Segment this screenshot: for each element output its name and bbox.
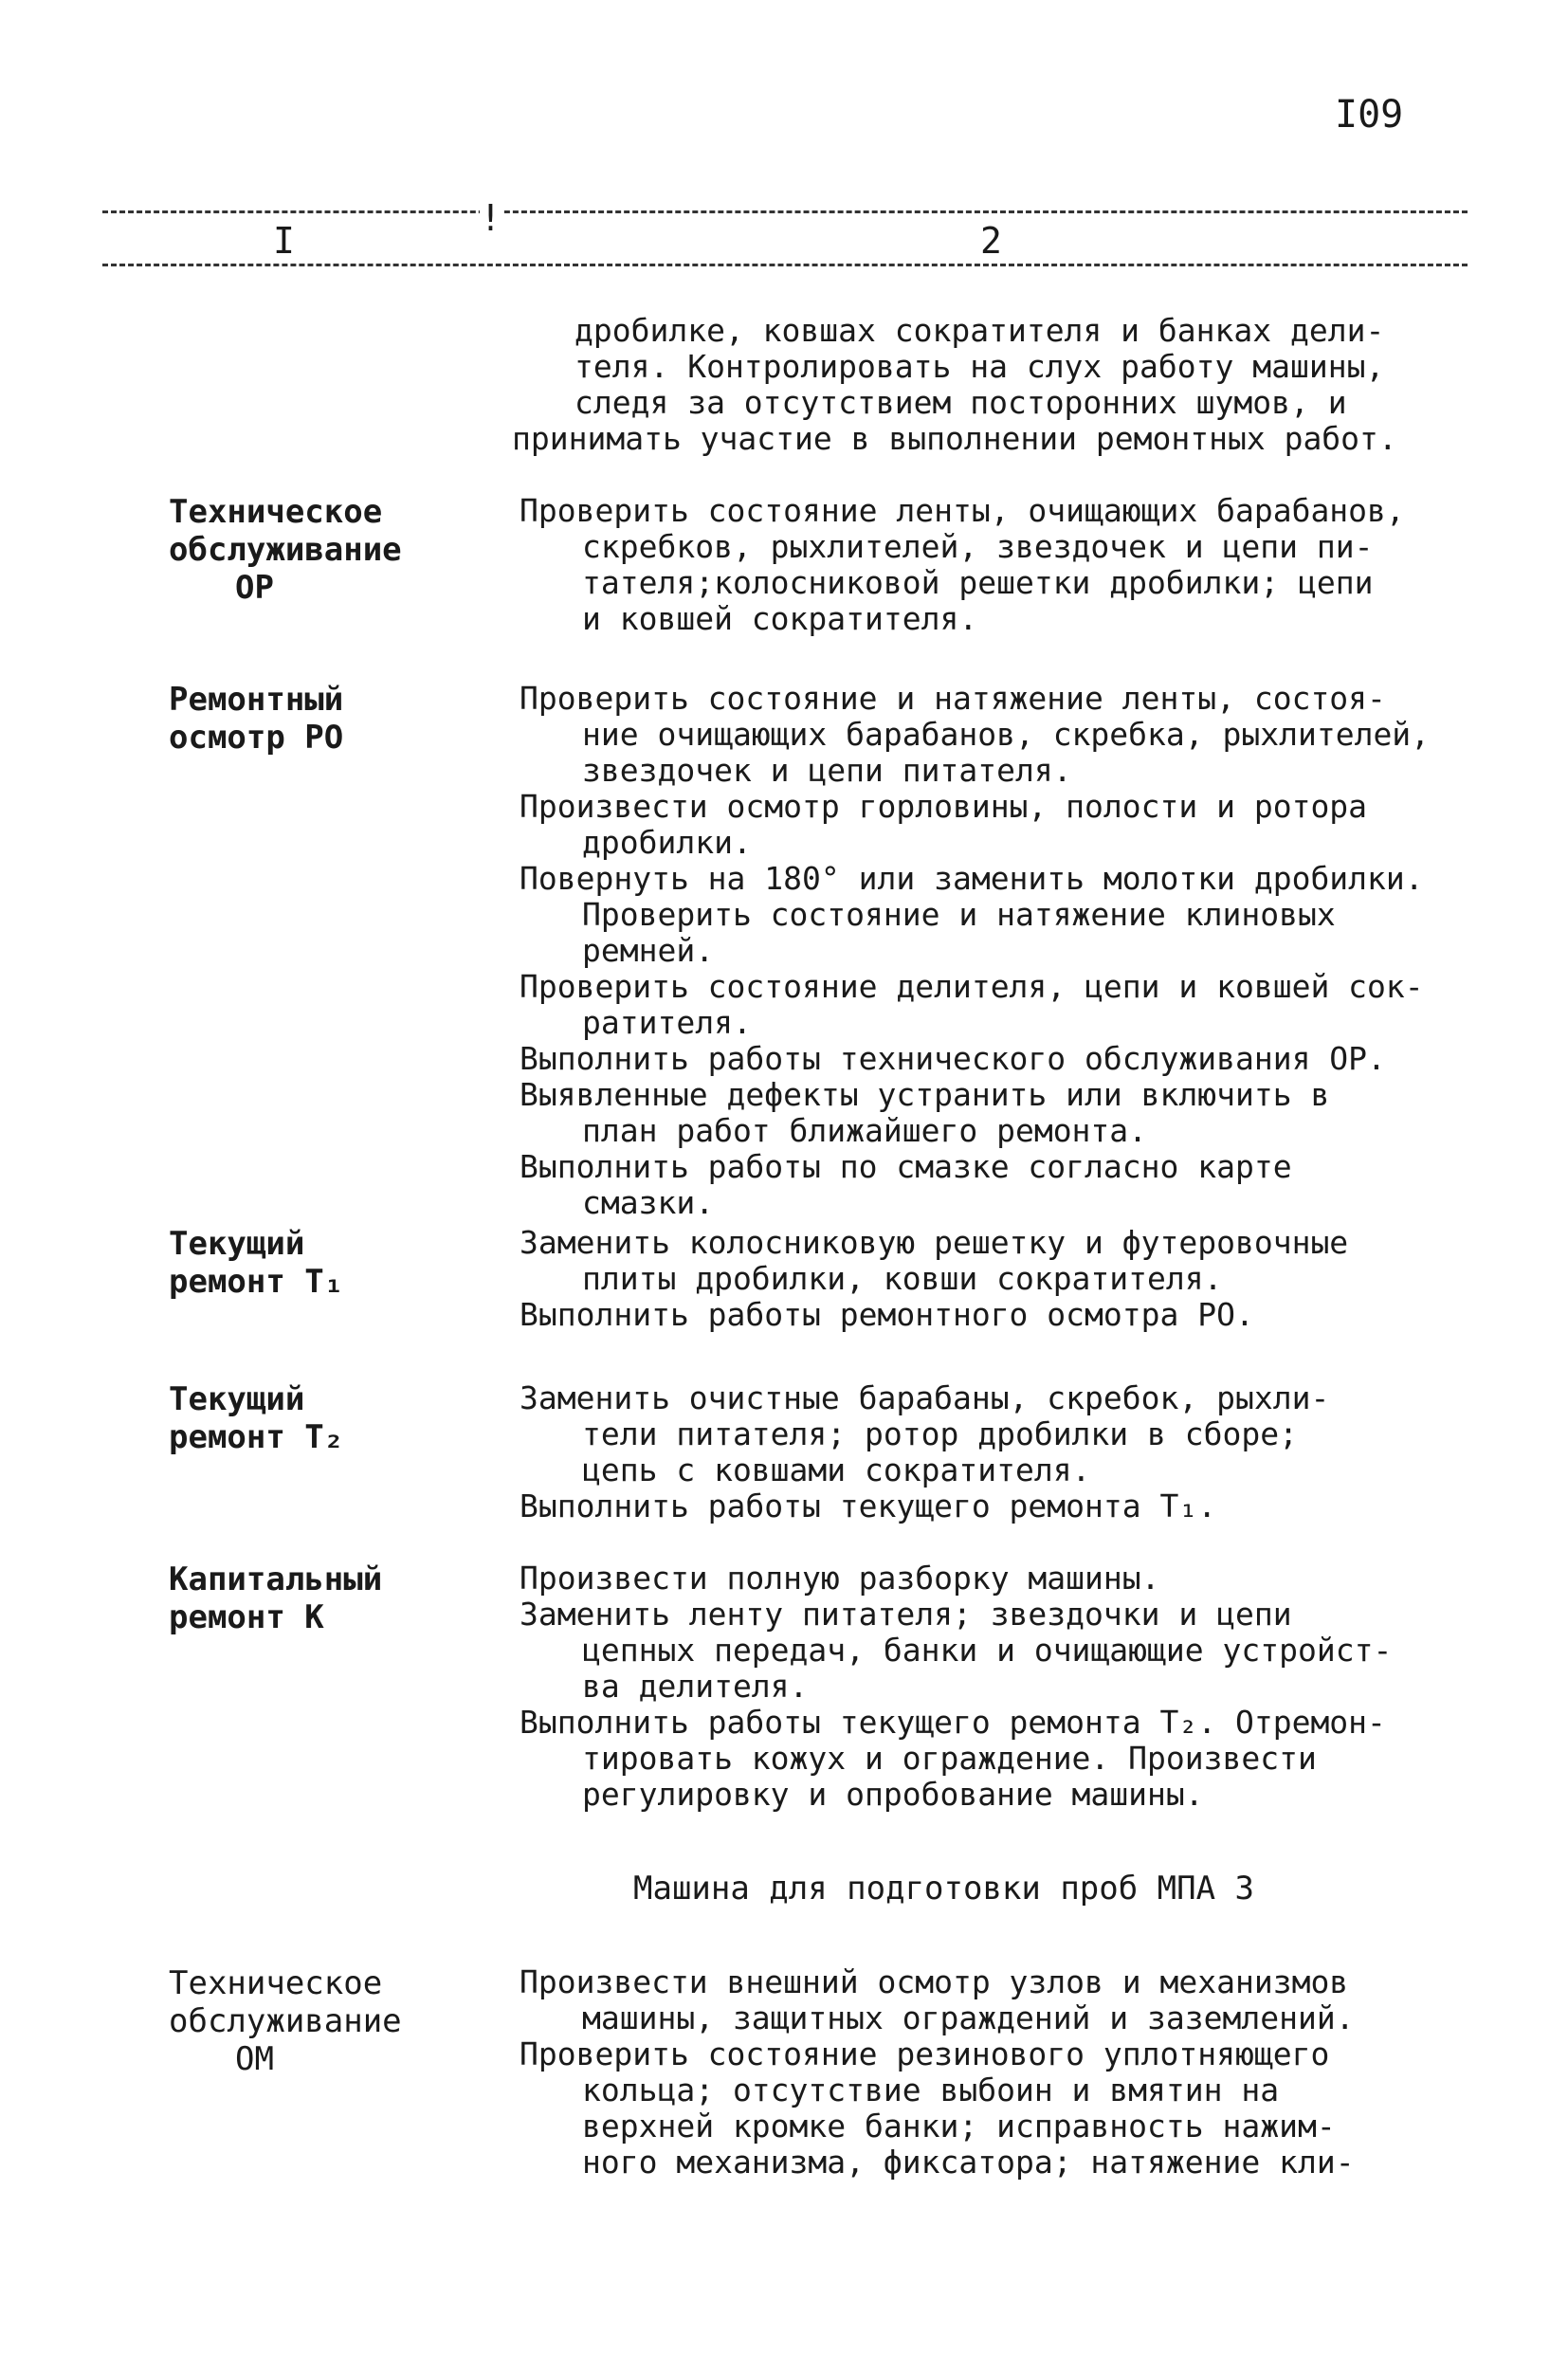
text-line: Заменить ленту питателя; звездочки и цепи (520, 1596, 1292, 1633)
text-line: звездочек и цепи питателя. (582, 752, 1072, 789)
text-line: теля. Контролировать на слух работу машины, (574, 348, 1385, 385)
block-label-to-om (169, 1964, 482, 2078)
block-label-ro (169, 681, 482, 757)
column-separator: ! (480, 197, 501, 239)
label-line: осмотр РО (169, 719, 344, 757)
label-line: Ремонтный (169, 681, 344, 719)
text-line: Выполнить работы по смазке согласно карте (520, 1148, 1292, 1185)
text-line: цепь с ковшами сократителя. (582, 1451, 1091, 1488)
block-body-t1 (520, 1225, 1477, 1333)
block-body-k (520, 1561, 1477, 1813)
table-header-bottom-rule (102, 264, 1468, 266)
block-body-t2 (520, 1380, 1477, 1524)
label-line: Текущий (169, 1380, 305, 1418)
text-line: Произвести внешний осмотр узлов и механизмов (520, 1963, 1349, 2000)
text-line: тели питателя; ротор дробилки в сборе; (582, 1415, 1298, 1452)
text-line: регулировку и опробование машины. (582, 1776, 1204, 1813)
table-header-top-rule (102, 210, 1468, 213)
label-line: обслуживание (169, 2002, 402, 2040)
text-line: ва делителя. (582, 1668, 809, 1705)
text-line: Выполнить работы технического обслуживания ОР. (520, 1040, 1386, 1077)
text-line: Выполнить работы ремонтного осмотра РО. (520, 1296, 1254, 1333)
label-line: Техническое (169, 493, 383, 531)
text-line: ратителя. (582, 1004, 752, 1041)
text-line: Произвести полную разборку машины. (520, 1560, 1160, 1597)
text-line: ние очищающих барабанов, скребка, рыхлителей, (582, 716, 1431, 753)
text-line: Проверить состояние и натяжение ленты, состоя- (520, 680, 1386, 717)
text-line: ремней. (582, 932, 715, 969)
text-line: цепных передач, банки и очищающие устройст- (582, 1632, 1393, 1669)
block-body-to-om (520, 1964, 1477, 2181)
text-line: верхней кромке банки; исправность нажим- (582, 2108, 1336, 2145)
page-number: I09 (1335, 93, 1404, 137)
text-line: плиты дробилки, ковши сократителя. (582, 1260, 1223, 1297)
label-line: Текущий (169, 1225, 305, 1263)
intro-text (512, 313, 1469, 457)
text-line: тировать кожух и ограждение. Произвести (582, 1740, 1317, 1777)
text-line: Проверить состояние и натяжение клиновых (582, 896, 1336, 933)
block-body-to-or (520, 493, 1477, 637)
text-line: машины, защитных ограждений и заземлений. (582, 1999, 1355, 2036)
label-line: обслуживание (169, 531, 402, 569)
column-1-number: I (267, 220, 301, 262)
text-line: кольца; отсутствие выбоин и вмятин на (582, 2072, 1280, 2108)
text-line: Заменить колосниковую решетку и футеровочные (520, 1224, 1349, 1261)
text-line: дробилки. (582, 824, 752, 861)
block-label-t2 (169, 1380, 482, 1456)
section-heading: Машина для подготовки проб МПА 3 (633, 1870, 1255, 1908)
text-line: смазки. (582, 1184, 715, 1221)
text-line: Проверить состояние ленты, очищающих барабанов, (520, 492, 1405, 529)
block-label-to-or (169, 493, 482, 607)
text-line: Произвести осмотр горловины, полости и ротора (520, 788, 1368, 825)
text-line: дробилке, ковшах сократителя и банках дели- (574, 312, 1385, 349)
label-line: ОМ (235, 2040, 274, 2078)
text-line: Выявленные дефекты устранить или включить в (520, 1076, 1330, 1113)
text-line: Выполнить работы текущего ремонта T₂. Отремон- (520, 1704, 1386, 1741)
text-line: Проверить состояние резинового уплотняющего (520, 2035, 1330, 2072)
text-line: ного механизма, фиксатора; натяжение кли- (582, 2144, 1355, 2181)
text-line: Проверить состояние делителя, цепи и ковшей сок- (520, 968, 1424, 1005)
text-line: принимать участие в выполнении ремонтных работ. (512, 420, 1397, 457)
label-line: Капитальный (169, 1561, 383, 1598)
label-line: ремонт К (169, 1598, 324, 1636)
text-line: тателя;колосниковой решетки дробилки; цепи (582, 564, 1374, 601)
block-label-k (169, 1561, 482, 1636)
column-2-number: 2 (975, 220, 1008, 262)
text-line: план работ ближайшего ремонта. (582, 1112, 1148, 1149)
label-line: ОР (235, 569, 274, 607)
label-line: ремонт T₂ (169, 1418, 344, 1456)
block-body-ro (520, 681, 1477, 1221)
text-line: Повернуть на 180° или заменить молотки дробилки. (520, 860, 1424, 897)
label-line: Техническое (169, 1964, 383, 2002)
label-line: ремонт T₁ (169, 1263, 344, 1301)
text-line: Заменить очистные барабаны, скребок, рыхли- (520, 1379, 1330, 1416)
text-line: и ковшей сократителя. (582, 600, 978, 637)
text-line: скребков, рыхлителей, звездочек и цепи пи- (582, 528, 1374, 565)
text-line: следя за отсутствием посторонних шумов, и (574, 384, 1347, 421)
block-label-t1 (169, 1225, 482, 1301)
text-line: Выполнить работы текущего ремонта T₁. (520, 1488, 1217, 1524)
